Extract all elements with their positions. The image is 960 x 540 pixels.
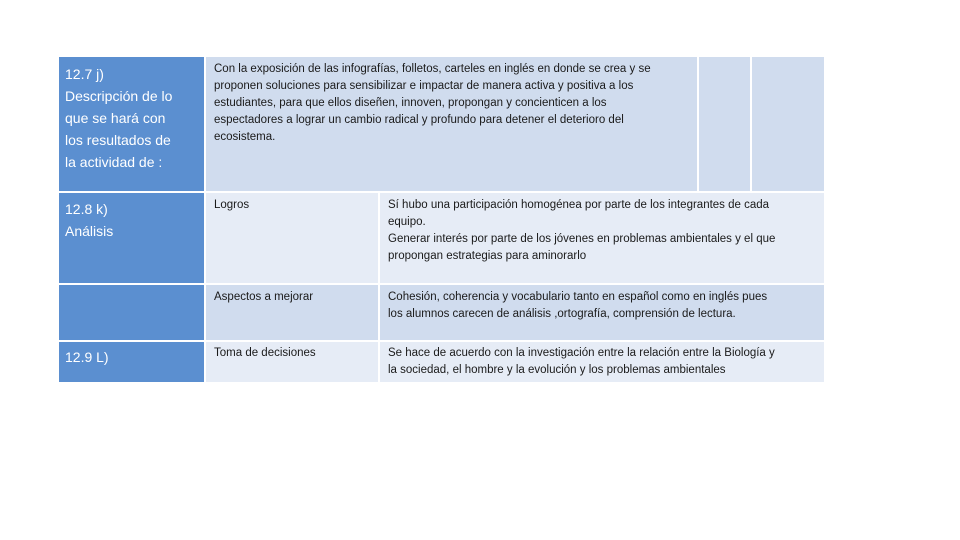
label-line: 12.7 j)	[65, 66, 104, 82]
empty-cell	[752, 57, 824, 191]
logros-text-cell	[380, 193, 824, 283]
text-line: estudiantes, para que ellos diseñen, innoven, propongan y concienticen a los	[214, 97, 607, 109]
label-line: los resultados de	[65, 132, 171, 148]
label-line: 12.8 k)	[65, 201, 108, 217]
text-line: equipo.	[388, 216, 426, 228]
row-label-12-9	[59, 342, 204, 382]
toma-decisiones-text-cell	[380, 342, 824, 382]
sublabel-logros: Logros	[206, 193, 378, 283]
label-line: la actividad de :	[65, 154, 163, 170]
sublabel-toma-decisiones: Toma de decisiones	[206, 342, 378, 382]
text-line: espectadores a lograr un cambio radical y profundo para detener el deterioro del	[214, 114, 624, 126]
label-line: Análisis	[65, 223, 114, 239]
label-line: que se hará con	[65, 110, 166, 126]
text-line: propongan estrategias para aminorarlo	[388, 250, 587, 262]
label-line: 12.9 L)	[65, 349, 109, 365]
aspectos-text-cell	[380, 285, 824, 340]
row-label-empty	[59, 285, 204, 340]
row-label-12-8	[59, 193, 204, 283]
text-line: Sí hubo una participación homogénea por parte de los integrantes de cada	[388, 199, 770, 211]
text-line: Con la exposición de las infografías, folletos, carteles en inglés en donde se crea y se	[214, 63, 651, 75]
text-line: Cohesión, coherencia y vocabulario tanto en español como en inglés pues	[388, 291, 768, 303]
row-label-12-7	[59, 57, 204, 191]
text-line: proponen soluciones para sensibilizar e impactar de manera activa y positiva a los	[214, 80, 634, 92]
label-line: Descripción de lo	[65, 88, 173, 104]
text-line: Se hace de acuerdo con la investigación entre la relación entre la Biología y	[388, 347, 775, 359]
text-line: ecosistema.	[214, 131, 276, 143]
text-line: Generar interés por parte de los jóvenes en problemas ambientales y el que	[388, 233, 776, 245]
text-line: la sociedad, el hombre y la evolución y los problemas ambientales	[388, 364, 726, 376]
empty-cell	[699, 57, 750, 191]
description-text-cell	[206, 57, 697, 191]
text-line: los alumnos carecen de análisis ,ortografía, comprensión de lectura.	[388, 308, 736, 320]
sublabel-aspectos: Aspectos a mejorar	[206, 285, 378, 340]
